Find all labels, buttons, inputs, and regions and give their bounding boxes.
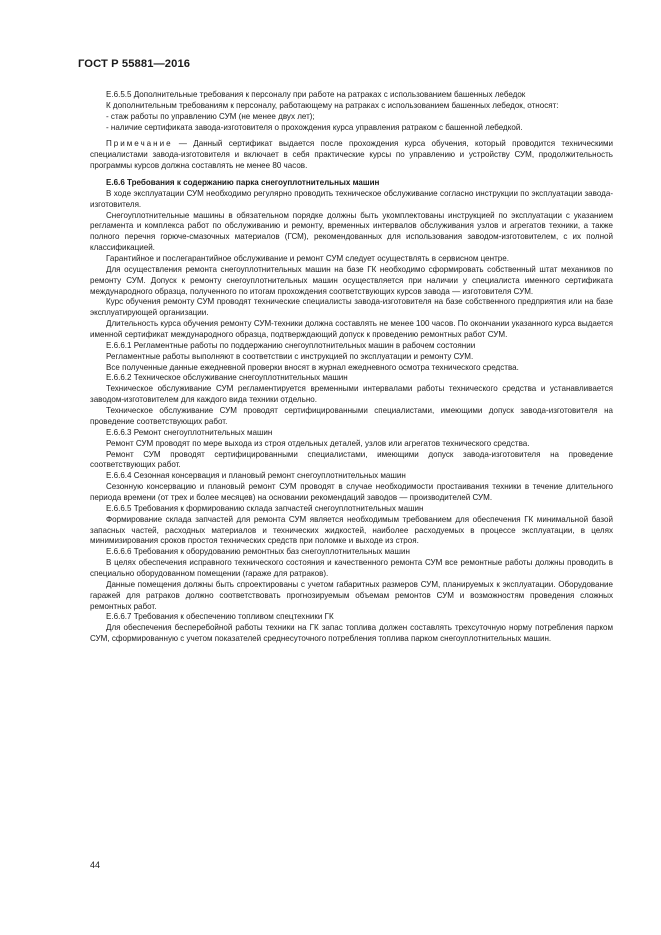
paragraph: Сезонную консервацию и плановый ремонт СУМ проводят в случае необходимости простаивания техники в течение длительного периода времени (от трех и более месяцев) на основании рекомендаций заводов — производителей СУМ. [90,482,613,502]
subsection-heading: Е.6.6.2 Техническое обслуживание снегоуплотнительных машин [106,373,348,383]
list-item: - стаж работы по управлению СУМ (не менее двух лет); [106,111,315,121]
subsection-heading: Е.6.6.6 Требования к оборудованию ремонтных баз снегоуплотнительных машин [106,547,410,557]
subsection-heading: Е.6.6.1 Регламентные работы по поддержанию снегоуплотнительных машин в рабочем состоянии [106,340,476,350]
note-text: — Данный сертификат выдается после прохождения курса обучения, который проводится техническими специалистами завода-изготовителя и включает в себя практические курсы по управлению и устройству СУМ, продолжительность программы курсов должна составлять не менее 80 часов. [90,139,613,171]
paragraph: Все полученные данные ежедневной проверки вносят в журнал ежедневного осмотра технического средства. [106,362,519,372]
section-heading-e66: Е.6.6 Требования к содержанию парка снегоуплотнительных машин [106,178,380,188]
paragraph: В ходе эксплуатации СУМ необходимо регулярно проводить техническое обслуживание согласно инструкции по эксплуатации завода-изготовителя. [90,188,613,209]
paragraph: Техническое обслуживание СУМ проводят сертифицированными специалистами, имеющими допуск завода-изготовителя на проведение соответствующих работ. [90,406,613,426]
note [90,139,613,172]
paragraph-e655: Е.6.5.5 Дополнительные требования к персоналу при работе на ратраках с использованием башенных лебедок [106,90,526,99]
subsection-heading: Е.6.6.4 Сезонная консервация и плановый ремонт снегоуплотнительных машин [106,471,406,481]
paragraph: К дополнительным требованиям к персоналу, работающему на ратраках с использованием башенных лебедок, относят: [106,100,559,110]
paragraph: Длительность курса обучения ремонту СУМ-техники должна составлять не менее 100 часов. По окончании указанного курса выдается именной сертификат международного образца, подтверждающий допуск к проведению ремонтных работ СУМ. [90,319,613,340]
paragraph: Снегоуплотнительные машины в обязательном порядке должны быть укомплектованы инструкцией по эксплуатации с указанием регламента и комплекса работ по обслуживанию и ремонту, временных интервалов обслуживания узлов и агрегатов техники, а также полного перечня горюче-смазочных материалов (ГСМ), рекомендованных для использования заводом-изготовителем, с их полной классификацией. [90,210,613,253]
paragraph: В целях обеспечения исправного технического состояния и качественного ремонта СУМ все ремонтные работы должны проводить в специально оборудованном помещении (гараже для ратраков). [90,558,613,578]
note-label: Примечание [106,139,173,149]
paragraph: Гарантийное и послегарантийное обслуживание и ремонт СУМ следует осуществлять в сервисном центре. [106,254,509,264]
paragraph: Данные помещения должны быть спроектированы с учетом габаритных размеров СУМ, планируемых к эксплуатации. Оборудование гаражей для ратраков должно соответствовать прогнозируемым объемам ремонтов СУМ и возможностям проведения сложных ремонтных работ. [90,579,613,611]
paragraph: Ремонт СУМ проводят сертифицированными специалистами, имеющими допуск завода-изготовителя на проведение соответствующих работ. [90,449,613,470]
subsection-heading: Е.6.6.7 Требования к обеспечению топливом спецтехники ГК [106,612,334,622]
paragraph: Техническое обслуживание СУМ регламентируется временными интервалами работы технического средства и устанавливается заводом-изготовителем для каждого вида техники отдельно. [90,384,613,405]
paragraph: Для обеспечения бесперебойной работы техники на ГК запас топлива должен составлять трехсуточную норму потребления парком СУМ, сформированную с учетом показателей среднесуточного потребления топлива парком снегоуплотнительных машин. [90,623,613,644]
document-header: ГОСТ Р 55881—2016 [78,58,191,70]
paragraph: Для осуществления ремонта снегоуплотнительных машин на базе ГК необходимо сформировать собственный штат механиков по ремонту СУМ. Допуск к ремонту снегоуплотнительных машин осуществляется при наличии у специалиста именного сертификата международного образца, полученного по итогам прохождения соответствующих курсов завода — изготовителя СУМ. [90,264,613,296]
paragraph: Регламентные работы выполняют в соответствии с инструкцией по эксплуатации и ремонту СУМ. [106,351,474,361]
document-body [90,90,613,645]
paragraph: Формирование склада запчастей для ремонта СУМ является необходимым требованием для обеспечения ГК минимальной базой запасных частей, расходных материалов и технических жидкостей, наиболее расходуемых в процессе эксплуатации, в целях минимизирования сроков простоя технических средств при поломке и выходе из строя. [90,514,613,546]
paragraph: Курс обучения ремонту СУМ проводят технические специалисты завода-изготовителя на базе собственного предприятия или на базе эксплуатирующей организации. [90,297,613,318]
paragraph: Ремонт СУМ проводят по мере выхода из строя отдельных деталей, узлов или агрегатов технического средства. [106,438,530,448]
page-number: 44 [90,860,101,870]
subsection-heading: Е.6.6.3 Ремонт снегоуплотнительных машин [106,427,273,437]
subsection-heading: Е.6.6.5 Требования к формированию склада запчастей снегоуплотнительных машин [106,503,424,513]
list-item: - наличие сертификата завода-изготовителя о прохождения курса управления ратраком с башенной лебедкой. [106,122,523,132]
